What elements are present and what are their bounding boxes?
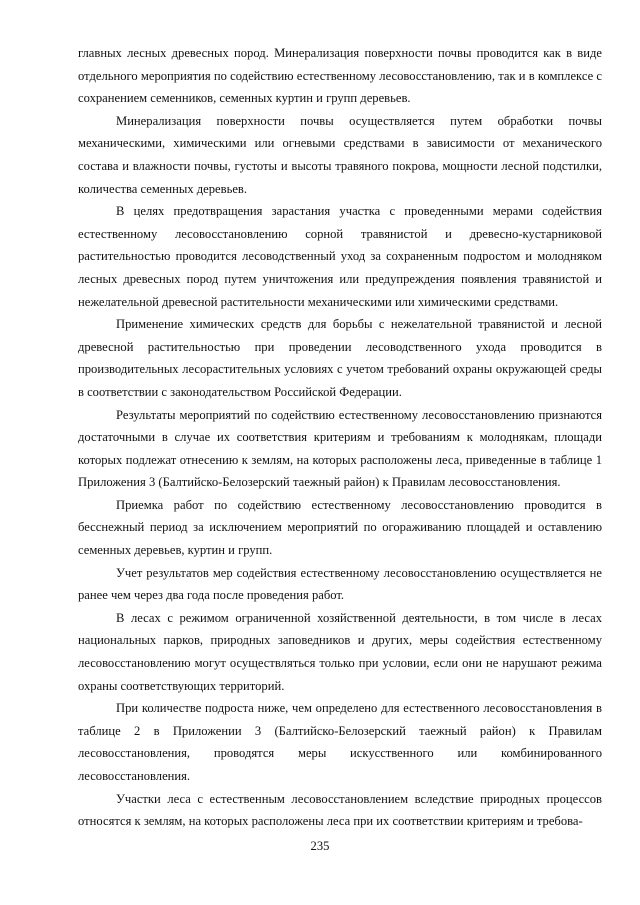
document-body: [78, 42, 602, 833]
page-number: 235: [310, 839, 330, 853]
paragraph-7: Учет результатов мер содействия естественному лесовосстановлению осуществляется не ранее чем через два года после проведения работ.: [78, 565, 602, 603]
paragraph-10: Участки леса с естественным лесовосстановлением вследствие природных процессов относятся к землям, на которых расположены леса при их соответствии критериям и требова-: [78, 791, 602, 829]
paragraph-9: При количестве подроста ниже, чем определено для естественного лесовосстановления в таблице 2 в Приложении 3 (Балтийско-Белозерский таежный район) к Правилам лесовосстановления, проводятся меры искусственного или комбинированного лесовосстановления.: [78, 701, 602, 783]
paragraph-8: В лесах с режимом ограниченной хозяйственной деятельности, в том числе в лесах национальных парков, природных заповедников и других, меры содействия естественному лесовосстановлению могут осуществляться только при условии, если они не нарушают режима охраны соответствующих территорий.: [78, 610, 602, 693]
paragraph-1: главных лесных древесных пород. Минерализация поверхности почвы проводится как в виде отдельного мероприятия по содействию естественному лесовосстановлению, так и в комплексе с сохранением семенников, семенных куртин и групп деревьев.: [78, 46, 602, 106]
paragraph-6: Приемка работ по содействию естественному лесовосстановлению проводится в бесснежный период за исключением мероприятий по огораживанию площадей и оставлению семенных деревьев, куртин и групп.: [78, 497, 602, 558]
paragraph-2: Минерализация поверхности почвы осуществляется путем обработки почвы механическими, химическими или огневыми средствами в зависимости от механического состава и влажности почвы, густоты и высоты травяного покрова, мощности лесной подстилки, количества семенных деревьев.: [78, 113, 602, 196]
paragraph-3: В целях предотвращения зарастания участка с проведенными мерами содействия естественному лесовосстановлению сорной травянистой и древесно-кустарниковой растительностью проводится лесоводственный уход за сохраненным подростом и молодняком лесных древесных пород путем уничтожения или предупреждения появления травянистой и нежелательной древесной растительности механическими или химическими средствами.: [78, 204, 602, 309]
paragraph-4: Применение химических средств для борьбы с нежелательной травянистой и лесной древесной растительностью при проведении лесоводственного ухода проводится в производительных лесорастительных условиях с учетом требований охраны окружающей среды в соответствии с законодательством Российской Федерации.: [78, 317, 602, 399]
paragraph-5: Результаты мероприятий по содействию естественному лесовосстановлению признаются достаточными в случае их соответствия критериям и требованиям к молоднякам, площади которых подлежат отнесению к землям, на которых расположены леса, приведенные в таблице 1 Приложения 3 (Балтийско-Белозерский таежный район) к Правилам лесовосстановления.: [78, 407, 602, 490]
